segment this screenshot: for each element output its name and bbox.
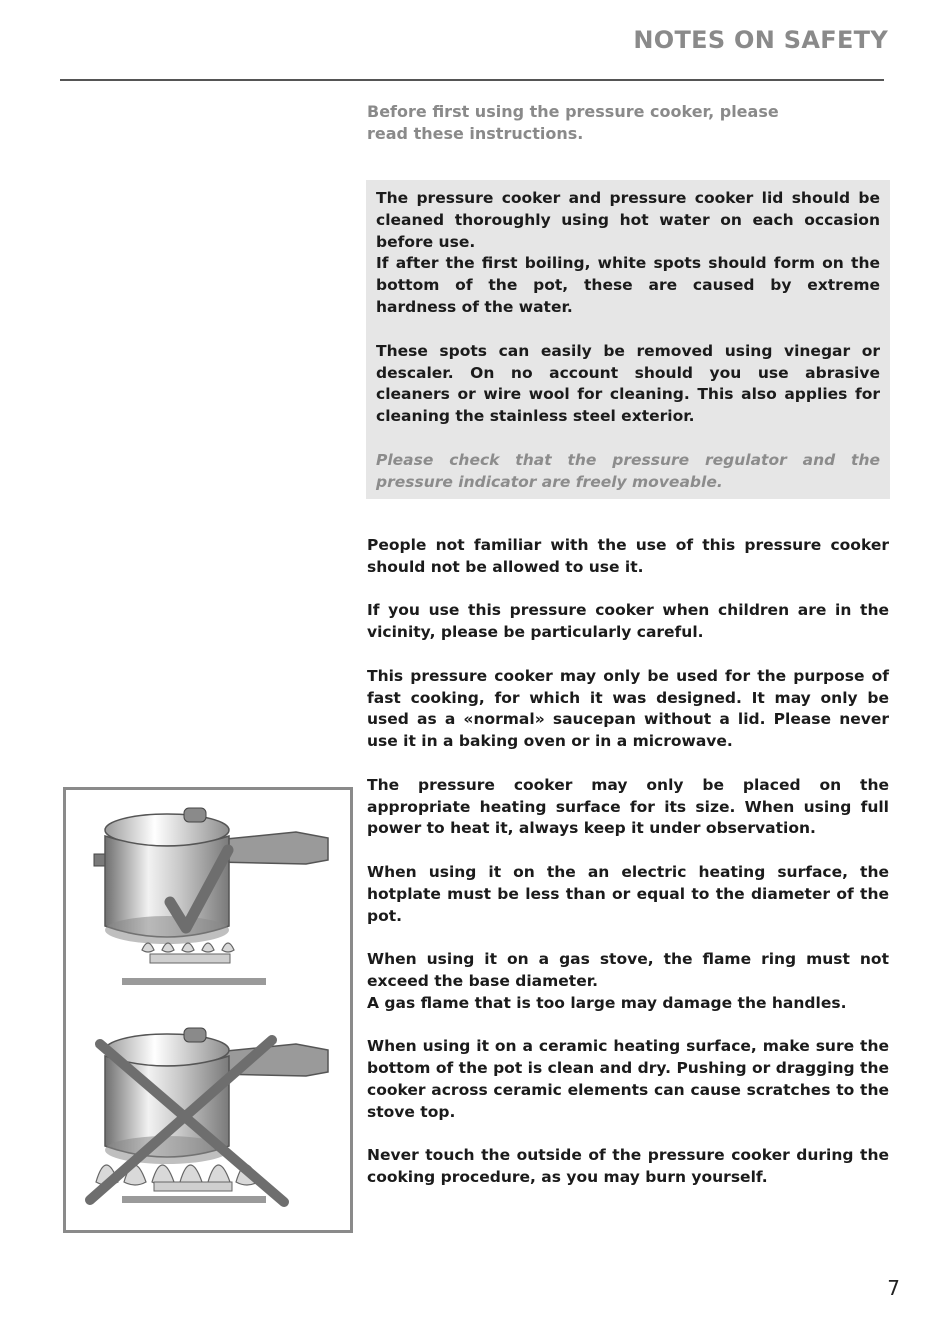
header-divider [60, 79, 884, 81]
note-paragraph-2: If after the first boiling, white spots should form on the bottom of the pot, these are caused by extreme hardness of the water. [376, 254, 880, 316]
illustration-canvas [66, 790, 350, 1230]
small-flame-icon [142, 943, 234, 963]
page-title: NOTES ON SAFETY [633, 26, 888, 54]
safety-paragraph-7: A gas flame that is too large may damage the handles. [367, 993, 847, 1012]
page-number: 7 [887, 1276, 900, 1300]
safety-paragraph-2: If you use this pressure cooker when children are in the vicinity, please be particularly careful. [367, 601, 889, 642]
safety-paragraph-6: When using it on a gas stove, the flame ring must not exceed the base diameter. [367, 950, 889, 990]
note-paragraph-1: The pressure cooker and pressure cooker lid should be cleaned thoroughly using hot water on each occasion before use. [376, 189, 880, 251]
safety-paragraph-9: Never touch the outside of the pressure cooker during the cooking procedure, as you may burn yourself. [367, 1146, 889, 1187]
incorrect-stovetop [122, 1196, 266, 1203]
correct-stovetop [122, 978, 266, 985]
safety-instructions [367, 535, 889, 1211]
safety-paragraph-1: People not familiar with the use of this pressure cooker should not be allowed to use it. [367, 536, 889, 576]
cleaning-note-box [366, 180, 890, 499]
safety-paragraph-3: This pressure cooker may only be used for the purpose of fast cooking, for which it was designed. It may only be used as a «normal» saucepan without a lid. Please never use it in a baking oven or in a microwave. [367, 666, 889, 751]
safety-paragraph-5: When using it on the an electric heating surface, the hotplate must be less than or equal to the diameter of the pot. [367, 862, 889, 925]
note-paragraph-4: Please check that the pressure regulator and the pressure indicator are freely moveable. [376, 450, 880, 491]
note-paragraph-3: These spots can easily be removed using vinegar or descaler. On no account should you use abrasive cleaners or wire wool for cleaning. This also applies for cleaning the stainless steel exterior. [376, 341, 880, 426]
heating-surface-illustration [63, 787, 353, 1233]
safety-paragraph-4: The pressure cooker may only be placed on the appropriate heating surface for its size. When using full power to heat it, always keep it under observation. [367, 775, 889, 838]
intro-text: Before first using the pressure cooker, please read these instructions. [367, 102, 779, 143]
safety-paragraph-8: When using it on a ceramic heating surface, make sure the bottom of the pot is clean and dry. Pushing or dragging the cooker across ceramic elements can cause scratches to the stove top. [367, 1037, 889, 1121]
